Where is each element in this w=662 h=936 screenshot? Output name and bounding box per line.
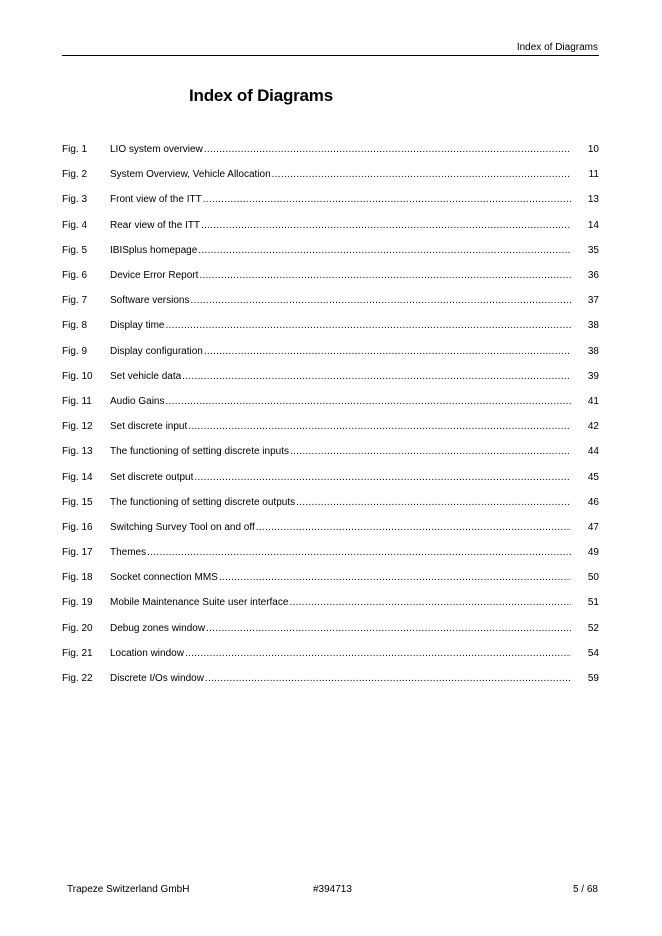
page-number: 46 <box>587 496 599 508</box>
list-item[interactable] <box>62 137 599 162</box>
list-item[interactable] <box>62 162 599 187</box>
list-item[interactable] <box>62 439 599 464</box>
figure-title: System Overview, Vehicle Allocation <box>110 169 271 181</box>
figure-number: Fig. 1 <box>62 144 88 156</box>
list-item[interactable] <box>62 515 599 540</box>
dot-leader <box>204 144 571 155</box>
figure-title: Display time <box>110 320 165 332</box>
page-number: 41 <box>587 395 599 407</box>
figure-number: Fig. 19 <box>62 597 93 609</box>
running-header: Index of Diagrams <box>516 42 598 53</box>
figure-number: Fig. 15 <box>62 496 93 508</box>
figure-title: Software versions <box>110 295 190 307</box>
dot-leader <box>256 522 571 533</box>
footer-page-indicator: 5 / 68 <box>572 884 598 895</box>
figure-number: Fig. 12 <box>62 421 93 433</box>
list-item[interactable] <box>62 288 599 313</box>
figure-title: LIO system overview <box>110 144 203 156</box>
page-number: 50 <box>587 572 599 584</box>
dot-leader <box>272 169 571 180</box>
figure-title: Themes <box>110 547 147 559</box>
page-number: 37 <box>587 295 599 307</box>
dot-leader <box>194 472 571 483</box>
page-number: 36 <box>587 270 599 282</box>
figure-title: Debug zones window <box>110 622 206 634</box>
figure-title: The functioning of setting discrete inputs <box>110 446 289 458</box>
figure-title: Mobile Maintenance Suite user interface <box>110 597 289 609</box>
figure-title: Set discrete output <box>110 471 194 483</box>
page-number: 42 <box>587 421 599 433</box>
list-item[interactable] <box>62 565 599 590</box>
dot-leader <box>203 194 571 205</box>
dot-leader <box>289 597 571 608</box>
figure-title: Location window <box>110 647 184 659</box>
page-number: 49 <box>587 547 599 559</box>
list-item[interactable] <box>62 187 599 212</box>
figure-number: Fig. 18 <box>62 572 93 584</box>
figure-title: Device Error Report <box>110 270 199 282</box>
list-item[interactable] <box>62 364 599 389</box>
dot-leader <box>198 245 571 256</box>
dot-leader <box>290 446 571 457</box>
figure-number: Fig. 21 <box>62 647 93 659</box>
list-item[interactable] <box>62 540 599 565</box>
dot-leader <box>147 547 571 558</box>
figure-number: Fig. 16 <box>62 521 93 533</box>
figure-number: Fig. 22 <box>62 673 93 685</box>
figure-title: Set discrete input <box>110 421 188 433</box>
dot-leader <box>204 346 571 357</box>
list-item[interactable] <box>62 263 599 288</box>
figure-number: Fig. 4 <box>62 219 88 231</box>
figure-number: Fig. 14 <box>62 471 93 483</box>
page-number: 47 <box>587 521 599 533</box>
figure-number: Fig. 11 <box>62 395 92 407</box>
figure-title: Rear view of the ITT <box>110 219 201 231</box>
page-number: 51 <box>587 597 599 609</box>
figure-title: Discrete I/Os window <box>110 673 204 685</box>
figure-number: Fig. 20 <box>62 622 93 634</box>
figure-number: Fig. 8 <box>62 320 88 332</box>
dot-leader <box>201 220 571 231</box>
list-item[interactable] <box>62 238 599 263</box>
figure-title: Socket connection MMS <box>110 572 218 584</box>
figure-title: Audio Gains <box>110 395 165 407</box>
dot-leader <box>190 295 571 306</box>
page-number: 54 <box>587 647 599 659</box>
list-item[interactable] <box>62 464 599 489</box>
page-number: 13 <box>587 194 599 206</box>
figure-number: Fig. 13 <box>62 446 93 458</box>
page-number: 39 <box>587 370 599 382</box>
dot-leader <box>182 371 571 382</box>
figure-number: Fig. 10 <box>62 370 93 382</box>
figure-title: IBISplus homepage <box>110 244 198 256</box>
page-number: 38 <box>587 320 599 332</box>
figure-number: Fig. 17 <box>62 547 93 559</box>
list-item[interactable] <box>62 339 599 364</box>
page-number: 10 <box>587 144 599 156</box>
page-number: 45 <box>587 471 599 483</box>
figure-number: Fig. 3 <box>62 194 88 206</box>
header-divider <box>62 55 599 56</box>
dot-leader <box>165 396 571 407</box>
figure-title: Switching Survey Tool on and off <box>110 521 255 533</box>
dot-leader <box>219 572 571 583</box>
page-number: 44 <box>587 446 599 458</box>
figure-title: The functioning of setting discrete outputs <box>110 496 296 508</box>
dot-leader <box>185 648 571 659</box>
figure-title: Set vehicle data <box>110 370 182 382</box>
figure-title: Front view of the ITT <box>110 194 202 206</box>
dot-leader <box>165 320 571 331</box>
list-item[interactable] <box>62 313 599 338</box>
list-item[interactable] <box>62 490 599 515</box>
page-number: 59 <box>587 673 599 685</box>
page-number: 14 <box>587 219 599 231</box>
page-number: 52 <box>587 622 599 634</box>
page-number: 11 <box>588 169 599 181</box>
figure-number: Fig. 2 <box>62 169 88 181</box>
list-item[interactable] <box>62 213 599 238</box>
list-item[interactable] <box>62 616 599 641</box>
diagram-index-list <box>62 137 599 691</box>
dot-leader <box>188 421 571 432</box>
figure-number: Fig. 7 <box>62 295 88 307</box>
figure-title: Display configuration <box>110 345 203 357</box>
list-item[interactable] <box>62 389 599 414</box>
list-item[interactable] <box>62 590 599 615</box>
figure-number: Fig. 6 <box>62 270 88 282</box>
figure-number: Fig. 9 <box>62 345 88 357</box>
footer-company: Trapeze Switzerland GmbH <box>67 884 190 895</box>
page-number: 38 <box>587 345 599 357</box>
list-item[interactable] <box>62 414 599 439</box>
list-item[interactable] <box>62 641 599 666</box>
page-title: Index of Diagrams <box>189 86 333 105</box>
dot-leader <box>199 270 571 281</box>
figure-number: Fig. 5 <box>62 244 88 256</box>
dot-leader <box>296 497 571 508</box>
list-item[interactable] <box>62 666 599 691</box>
dot-leader <box>205 673 571 684</box>
dot-leader <box>206 623 571 634</box>
page-number: 35 <box>587 244 599 256</box>
footer-doc-number: #394713 <box>313 884 352 895</box>
